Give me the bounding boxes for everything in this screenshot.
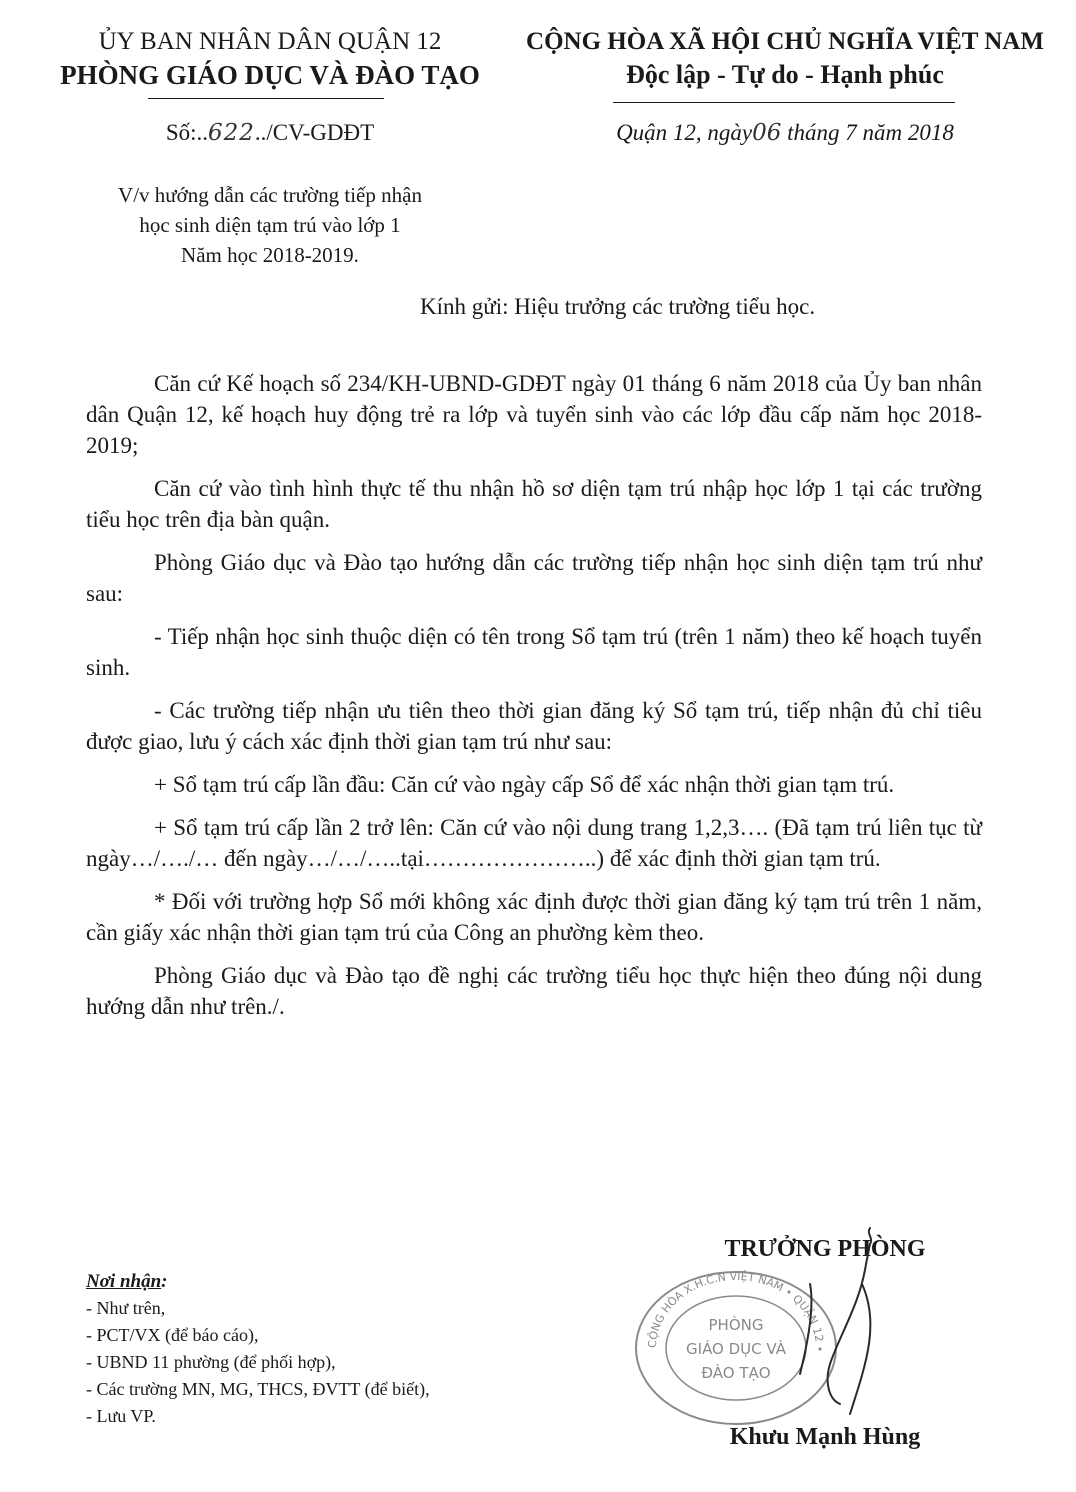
stamp-line: PHÒNG <box>708 1316 764 1334</box>
agency-name: ỦY BAN NHÂN DÂN QUẬN 12 <box>98 28 442 55</box>
recipient-item: - Lưu VP. <box>86 1406 156 1426</box>
body-paragraph: Căn cứ Kế hoạch số 234/KH-UBND-GDĐT ngày 01 tháng 6 năm 2018 của Ủy ban nhân dân Quận 12, kế hoạch huy động trẻ ra lớp và tuyển sinh vào các lớp đầu cấp năm học 2018-2019; <box>86 371 982 458</box>
national-title: CỘNG HÒA XÃ HỘI CHỦ NGHĨA VIỆT NAM <box>526 28 1044 55</box>
body-paragraph: + Sổ tạm trú cấp lần đầu: Căn cứ vào ngày cấp Sổ để xác nhận thời gian tạm trú. <box>154 772 895 797</box>
salutation: Kính gửi: Hiệu trưởng các trường tiểu học. <box>420 294 816 319</box>
handwritten-day: 06 <box>752 120 782 146</box>
stamp-ring-text: CỘNG HÒA X.H.C.N VIỆT NAM • QUẬN 12 • <box>645 1269 827 1353</box>
subject-line: V/v hướng dẫn các trường tiếp nhận <box>118 183 422 207</box>
recipient-item: - PCT/VX (để báo cáo), <box>86 1325 259 1345</box>
body-paragraph: - Tiếp nhận học sinh thuộc diện có tên trong Sổ tạm trú (trên 1 năm) theo kế hoạch tuyển sinh. <box>86 624 982 680</box>
recipients-title: Nơi nhận <box>86 1271 162 1292</box>
body-paragraph: Căn cứ vào tình hình thực tế thu nhận hồ sơ diện tạm trú nhập học lớp 1 tại các trường tiểu học trên địa bàn quận. <box>86 476 982 532</box>
handwritten-number: 622 <box>208 120 255 146</box>
document-body <box>86 368 982 1022</box>
number-prefix: Số:.. <box>165 120 208 145</box>
handwritten-signature <box>770 1224 900 1424</box>
recipient-item: - Các trường MN, MG, THCS, ĐVTT (để biết), <box>86 1379 430 1399</box>
body-paragraph: - Các trường tiếp nhận ưu tiên theo thời gian đăng ký Sổ tạm trú, tiếp nhận đủ chỉ tiêu được giao, lưu ý cách xác định thời gian tạm trú như sau: <box>86 698 982 754</box>
subject-line: Năm học 2018-2019. <box>181 243 359 267</box>
stamp-line: GIÁO DỤC VÀ <box>686 1340 786 1358</box>
recipient-item: - UBND 11 phường (để phối hợp), <box>86 1352 336 1372</box>
subject-line: học sinh diện tạm trú vào lớp 1 <box>139 213 401 237</box>
date-prefix: Quận 12, ngày <box>616 120 753 145</box>
date-suffix: tháng 7 năm 2018 <box>781 120 954 145</box>
document-subject <box>40 180 500 270</box>
recipient-item: - Như trên, <box>86 1298 166 1318</box>
signer-name: Khưu Mạnh Hùng <box>729 1424 921 1450</box>
department-name: PHÒNG GIÁO DỤC VÀ ĐÀO TẠO <box>60 60 480 90</box>
document-date <box>540 120 1030 146</box>
national-motto: Độc lập - Tự do - Hạnh phúc <box>626 60 944 89</box>
recipients-list: Nơi nhận: - Như trên, - PCT/VX (để báo cáo), - UBND 11 phường (để phối hợp), - Các trường MN, MG, THCS, ĐVTT (để biết), - Lưu VP. <box>86 1268 606 1430</box>
body-paragraph: Phòng Giáo dục và Đào tạo đề nghị các trường tiểu học thực hiện theo đúng nội dung hướng dẫn như trên./. <box>86 963 982 1019</box>
body-paragraph: * Đối với trường hợp Sổ mới không xác định được thời gian đăng ký tạm trú trên 1 năm, cần giấy xác nhận thời gian tạm trú của Công an phường kèm theo. <box>86 889 982 945</box>
document-number <box>40 120 500 146</box>
body-paragraph: + Sổ tạm trú cấp lần 2 trở lên: Căn cứ vào nội dung trang 1,2,3…. (Đã tạm trú liên tục từ ngày…/…./… đến ngày…/…/…..tại…………………..) để xác định thời gian tạm trú. <box>86 815 982 871</box>
number-suffix: ../CV-GDĐT <box>254 120 375 145</box>
header-left-divider <box>148 98 384 99</box>
header-right-divider <box>613 102 955 103</box>
stamp-line: ĐÀO TẠO <box>701 1364 771 1382</box>
signer-title: TRƯỞNG PHÒNG <box>724 1236 926 1262</box>
body-paragraph: Phòng Giáo dục và Đào tạo hướng dẫn các trường tiếp nhận học sinh diện tạm trú như sau: <box>86 550 982 606</box>
